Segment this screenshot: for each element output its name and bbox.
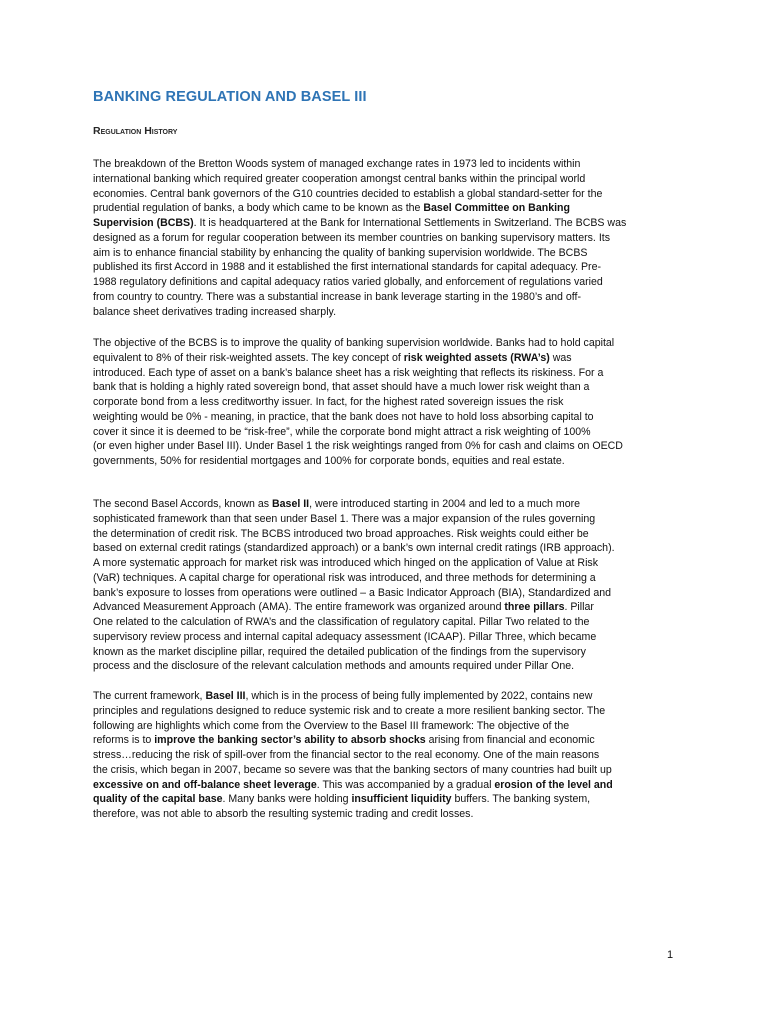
- section-heading: Regulation History: [93, 125, 178, 137]
- body-text: reforms is to: [93, 734, 155, 747]
- body-text: published its first Accord in 1988 and it established the first international standards for capital adequacy. Pre-: [93, 261, 602, 274]
- body-text: governments, 50% for residential mortgages and 100% for corporate bonds, equities and real estate.: [93, 455, 565, 467]
- text-line: [93, 556, 615, 571]
- body-text: weighting would be 0% - meaning, in practice, that the bank does not have to hold loss absorbing capital to: [93, 410, 594, 423]
- text-line: [93, 512, 615, 527]
- body-text: balance sheet derivatives trading increased sharply.: [93, 305, 337, 318]
- text-line: [93, 425, 623, 440]
- text-line: [93, 187, 626, 202]
- body-text: One related to the calculation of RWA’s and the classification of regulatory capital. Pillar Two related to the: [93, 616, 590, 628]
- text-line: [93, 290, 626, 305]
- text-line: [93, 366, 623, 381]
- text-line: [93, 807, 613, 822]
- bold-text: insufficient liquidity: [351, 793, 452, 806]
- body-text: known as the market discipline pillar, required the detailed publication of the findings from the supervisory: [93, 645, 586, 658]
- body-text: aim is to enhance financial stability by enhancing the quality of banking supervision worldwide. The BCBS: [93, 246, 588, 259]
- body-text: buffers. The banking system,: [451, 793, 591, 806]
- text-line: [93, 615, 615, 630]
- body-text: , were introduced starting in 2004 and led to a much more: [309, 498, 581, 510]
- body-text: principles and regulations designed to reduce systemic risk and to create a more resilient banking sector. The: [93, 704, 606, 717]
- body-text: . It is headquartered at the Bank for International Settlements in Switzerland. The BCBS was: [193, 217, 627, 229]
- text-line: [93, 231, 626, 246]
- body-text: The breakdown of the Bretton Woods system of managed exchange rates in 1973 led to incidents within: [93, 158, 581, 170]
- body-text: the crisis, which began in 2007, became so severe was that the banking sectors of many countries had built up: [93, 763, 612, 776]
- body-text: introduced. Each type of asset on a bank’s balance sheet has a risk weighting that reflects its riskiness. For a: [93, 366, 604, 379]
- text-line: [93, 305, 626, 320]
- text-line: [93, 275, 626, 290]
- text-line: [93, 571, 615, 586]
- text-line: [93, 260, 626, 275]
- body-text: . Many banks were holding: [222, 793, 352, 806]
- body-text: economies. Central bank governors of the G10 countries decided to establish a global standard-setter for the: [93, 187, 603, 200]
- body-text: . Pillar: [564, 601, 594, 614]
- body-text: prudential regulation of banks, a body which came to be known as the: [93, 202, 424, 215]
- bold-text: Supervision (BCBS): [93, 217, 194, 229]
- bold-text: risk weighted assets (RWA’s): [403, 351, 550, 364]
- text-line: [93, 454, 623, 469]
- body-text: The second Basel Accords, known as: [93, 498, 273, 510]
- text-line: [93, 246, 626, 261]
- body-text: based on external credit ratings (standardized approach) or a bank’s own internal credit ratings (IRB approach).: [93, 542, 615, 555]
- text-line: [93, 763, 613, 778]
- text-line: [93, 351, 623, 366]
- text-line: [93, 216, 626, 231]
- text-line: [93, 630, 615, 645]
- document-title: BANKING REGULATION AND BASEL III: [93, 89, 367, 105]
- body-text: Advanced Measurement Approach (AMA). The entire framework was organized around: [93, 601, 505, 614]
- paragraph-basel-ii: [93, 497, 615, 674]
- text-line: [93, 439, 623, 454]
- bold-text: improve the banking sector’s ability to absorb shocks: [154, 734, 426, 747]
- text-line: [93, 704, 613, 719]
- body-text: process and the disclosure of the relevant calculation methods and amounts required under Pillar One.: [93, 660, 575, 673]
- body-text: The objective of the BCBS is to improve the quality of banking supervision worldwide. Banks had to hold capital: [93, 337, 615, 349]
- text-line: [93, 336, 623, 351]
- body-text: from country to country. There was a substantial increase in bank leverage starting in the 1980’s and off-: [93, 290, 581, 303]
- body-text: A more systematic approach for market risk was introduced which hinged on the application of Value at Risk: [93, 557, 599, 569]
- page-number: 1: [667, 949, 674, 961]
- body-text: stress…reducing the risk of spill-over from the financial sector to the real economy. One of the main reasons: [93, 749, 600, 761]
- bold-text: quality of the capital base: [93, 793, 223, 806]
- text-line: [93, 748, 613, 763]
- body-text: designed as a forum for regular cooperation between its member countries on banking supervisory matters. Its: [93, 231, 610, 244]
- body-text: sophisticated framework than that seen under Basel 1. There was a major expansion of the rules governing: [93, 512, 596, 525]
- body-text: . This was accompanied by a gradual: [316, 778, 495, 791]
- paragraph-bretton-woods: [93, 157, 626, 319]
- text-line: [93, 172, 626, 187]
- body-text: equivalent to 8% of their risk-weighted assets. The key concept of: [93, 351, 404, 364]
- text-line: [93, 689, 613, 704]
- paragraph-bcbs-objective: [93, 336, 623, 469]
- text-line: [93, 778, 613, 793]
- text-line: [93, 497, 615, 512]
- bold-text: excessive on and off-balance sheet leverage: [93, 778, 317, 791]
- body-text: cover it since it is deemed to be “risk-free”, while the corporate bond might attract a risk weighting of 100%: [93, 425, 591, 438]
- body-text: supervisory review process and internal capital adequacy assessment (ICAAP). Pillar Three, which became: [93, 630, 597, 643]
- text-line: [93, 541, 615, 556]
- body-text: bank’s exposure to losses from operations were outlined – a Basic Indicator Approach (BIA), Standardized and: [93, 586, 612, 599]
- body-text: therefore, was not able to absorb the resulting systemic trading and credit losses.: [93, 808, 474, 820]
- text-line: [93, 733, 613, 748]
- body-text: was: [549, 351, 572, 364]
- body-text: the determination of credit risk. The BCBS introduced two broad approaches. Risk weights could either be: [93, 527, 589, 540]
- bold-text: Basel Committee on Banking: [423, 202, 570, 215]
- text-line: [93, 395, 623, 410]
- body-text: corporate bond from a less creditworthy issuer. In fact, for the highest rated sovereign issues the risk: [93, 396, 564, 408]
- bold-text: erosion of the level and: [494, 778, 613, 791]
- body-text: international banking which required greater cooperation amongst central banks within the principal world: [93, 172, 586, 185]
- body-text: (or even higher under Basel III). Under Basel 1 the risk weightings ranged from 0% for cash and claims on OECD: [93, 440, 623, 453]
- body-text: (VaR) techniques. A capital charge for operational risk was introduced, and three methods for determining a: [93, 571, 596, 584]
- bold-text: Basel II: [272, 498, 310, 510]
- text-line: [93, 719, 613, 734]
- body-text: arising from financial and economic: [425, 734, 595, 747]
- text-line: [93, 410, 623, 425]
- text-line: [93, 157, 626, 172]
- bold-text: Basel III: [205, 690, 246, 702]
- text-line: [93, 527, 615, 542]
- text-line: [93, 586, 615, 601]
- text-line: [93, 380, 623, 395]
- text-line: [93, 792, 613, 807]
- text-line: [93, 645, 615, 660]
- body-text: 1988 regulatory definitions and capital adequacy ratios varied globally, and enforcement of regulations varied: [93, 276, 603, 288]
- body-text: , which is in the process of being fully implemented by 2022, contains new: [245, 690, 593, 702]
- text-line: [93, 201, 626, 216]
- body-text: bank that is holding a highly rated sovereign bond, that asset should have a much lower risk weight than a: [93, 381, 590, 394]
- body-text: The current framework,: [93, 690, 206, 702]
- bold-text: three pillars: [504, 601, 565, 614]
- text-line: [93, 600, 615, 615]
- paragraph-basel-iii: [93, 689, 613, 822]
- text-line: [93, 659, 615, 674]
- body-text: following are highlights which come from the Overview to the Basel III framework: The objective of the: [93, 719, 570, 732]
